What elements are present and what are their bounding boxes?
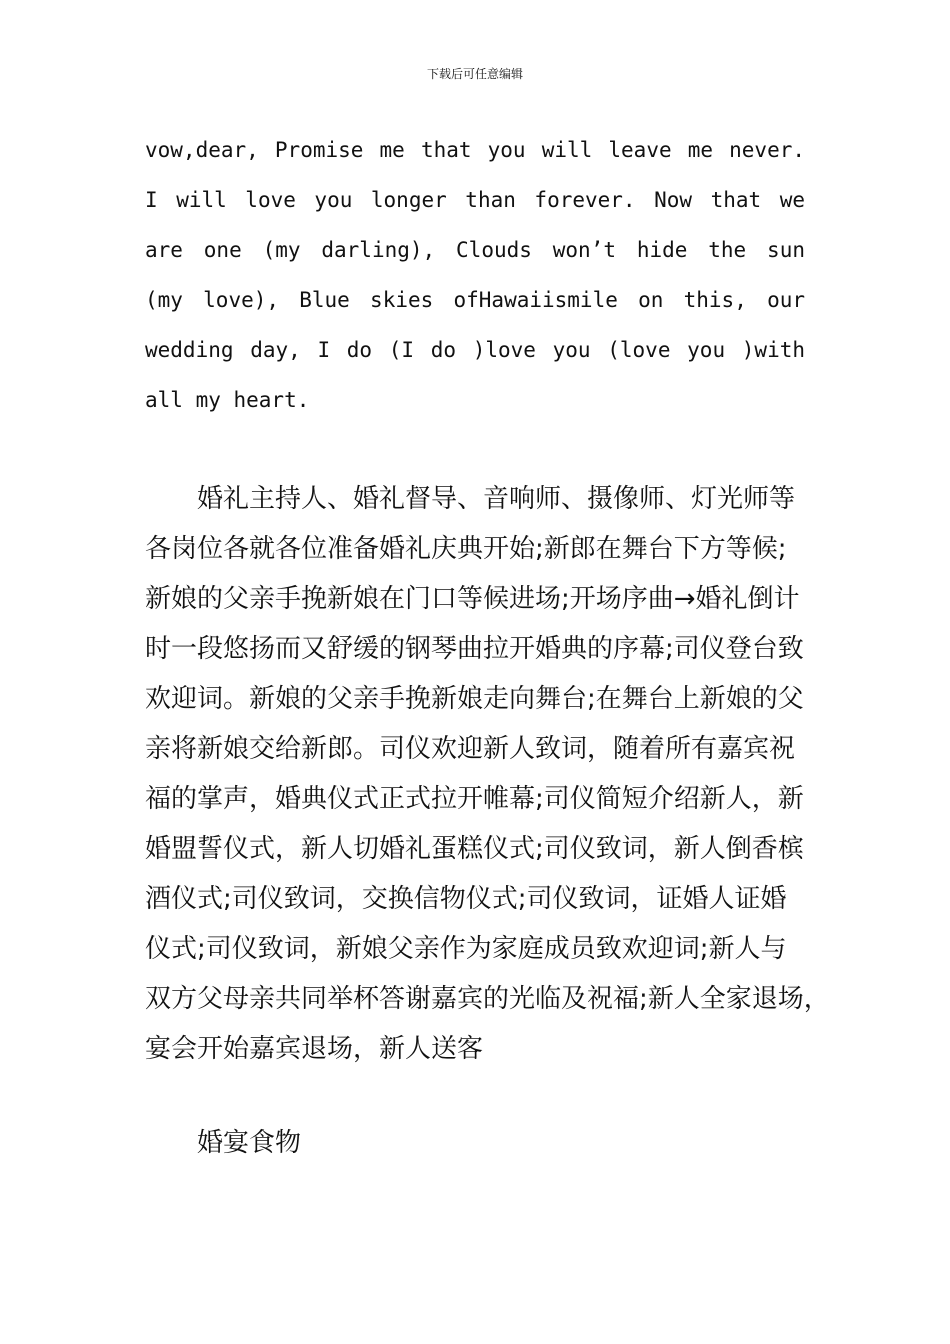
- chinese-line: 婚礼主持人、婚礼督导、音响师、摄像师、灯光师等: [197, 484, 796, 514]
- chinese-line: 福的掌声，婚典仪式正式拉开帷幕;司仪简短介绍新人，新: [145, 784, 804, 814]
- english-line: I will love you longer than forever. Now that we: [145, 188, 805, 212]
- chinese-line: 各岗位各就各位准备婚礼庆典开始;新郎在舞台下方等候;: [145, 534, 787, 564]
- english-line: (my love), Blue skies ofHawaiismile on this, our: [145, 288, 805, 312]
- chinese-line: 双方父母亲共同举杯答谢嘉宾的光临及祝福;新人全家退场，: [145, 984, 830, 1014]
- english-line: vow,dear, Promise me that you will leave me never.: [145, 138, 805, 162]
- chinese-line: 欢迎词。新娘的父亲手挽新娘走向舞台;在舞台上新娘的父: [145, 684, 804, 714]
- english-line: are one (my darling), Clouds won’t hide the sun: [145, 238, 805, 262]
- chinese-line: 酒仪式;司仪致词，交换信物仪式;司仪致词，证婚人证婚: [145, 884, 787, 914]
- chinese-line: 时一段悠扬而又舒缓的钢琴曲拉开婚典的序幕;司仪登台致: [145, 634, 804, 664]
- english-line: wedding day, I do (I do )love you (love you )with: [145, 338, 805, 362]
- page-header: 下载后可任意编辑: [426, 67, 523, 81]
- chinese-line: 婚盟誓仪式，新人切婚礼蛋糕仪式;司仪致词，新人倒香槟: [145, 834, 804, 864]
- chinese-line: 仪式;司仪致词，新娘父亲作为家庭成员致欢迎词;新人与: [145, 934, 787, 964]
- chinese-paragraph: [145, 477, 830, 1077]
- english-paragraph: [145, 130, 805, 430]
- chinese-line: 宴会开始嘉宾退场，新人送客: [145, 1034, 484, 1064]
- section-heading: 婚宴食物: [197, 1128, 302, 1158]
- chinese-line: 新娘的父亲手挽新娘在门口等候进场;开场序曲→婚礼倒计: [145, 584, 800, 614]
- chinese-line: 亲将新娘交给新郎。司仪欢迎新人致词，随着所有嘉宾祝: [145, 734, 796, 764]
- english-line: all my heart.: [145, 388, 310, 412]
